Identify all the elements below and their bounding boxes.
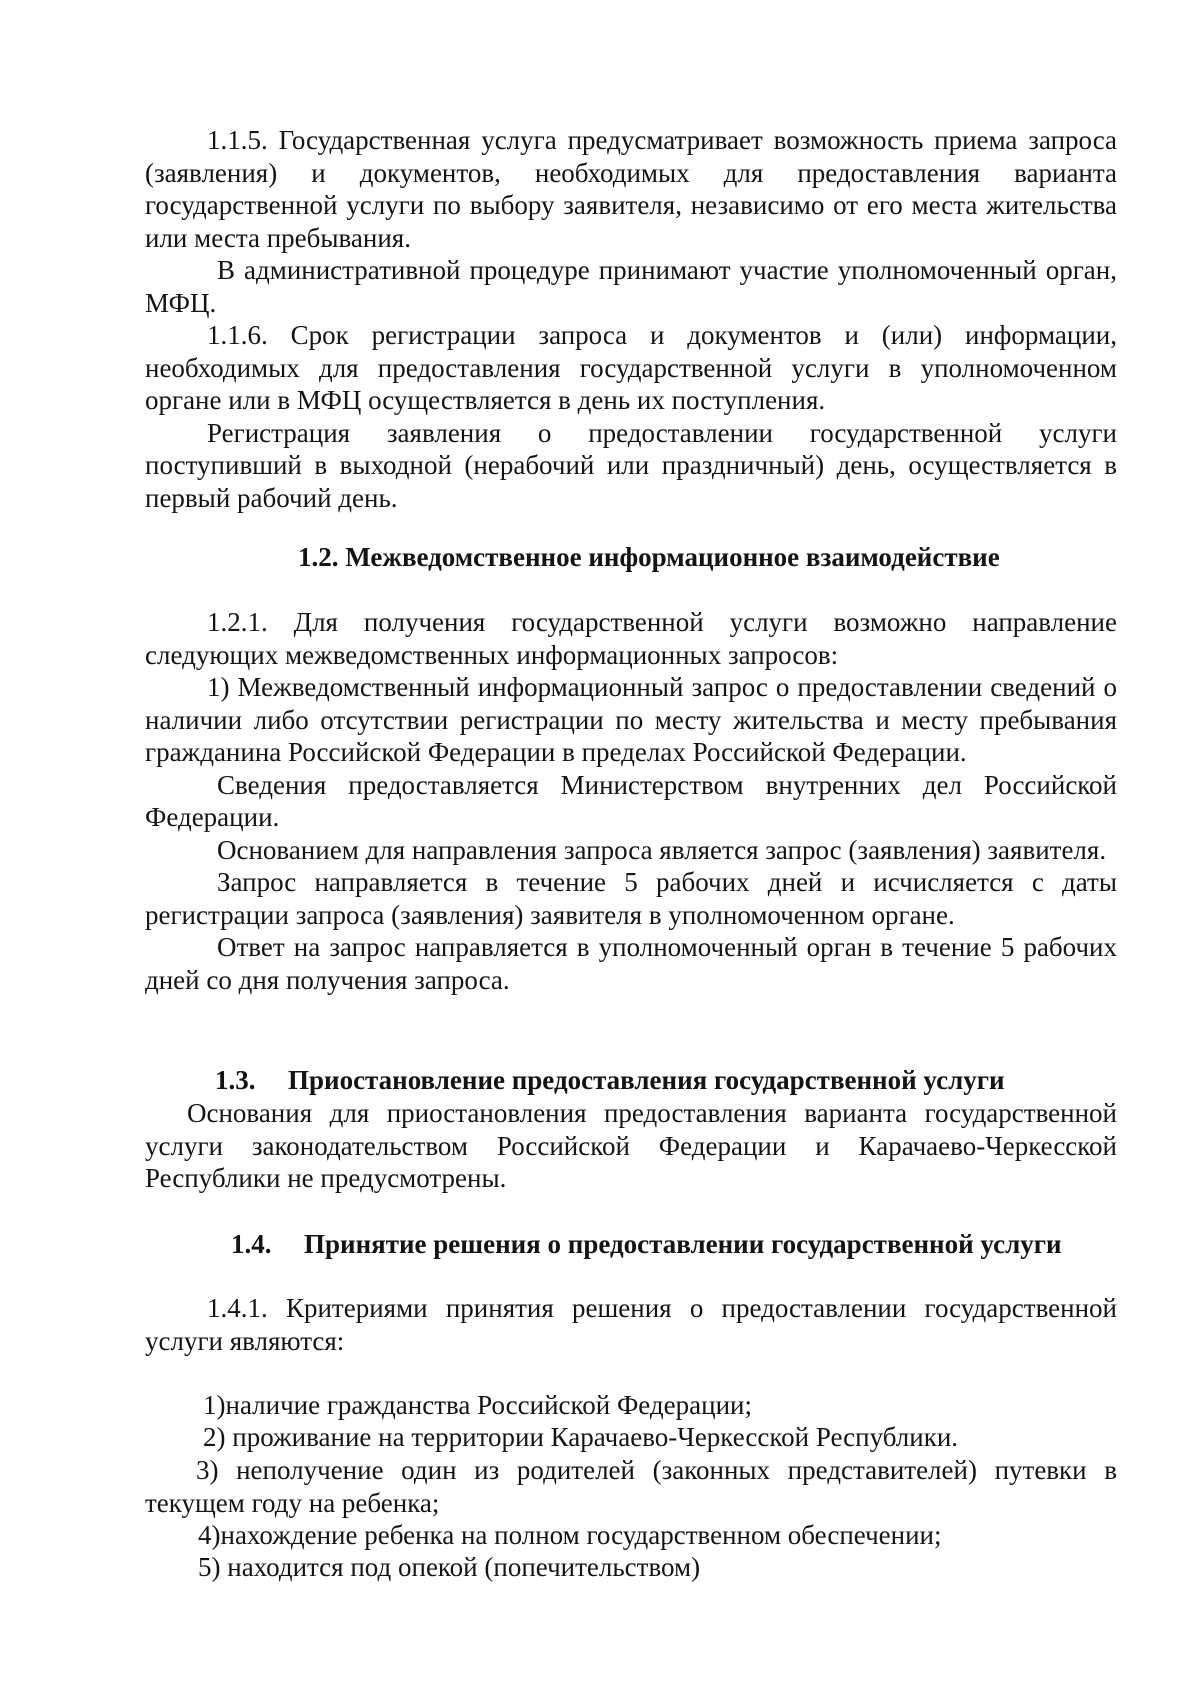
paragraph-1-4-1: 1.4.1. Критериями принятия решения о предоставлении государственной услуги являются: [145,1293,1117,1356]
criteria-item-3-continued: текущем году на ребенка; [145,1488,440,1518]
criteria-item-5: 5) находится под опекой (попечительством) [198,1552,701,1582]
heading-1-4-title: Принятие решения о предоставлении государственной услуги [304,1229,1062,1259]
paragraph-1-1-6: 1.1.6. Срок регистрации запроса и документов и (или) информации, необходимых для предоставления государственной услуги в уполномоченном органе или в МФЦ осуществляется в день их поступления. [145,320,1117,415]
criteria-item-2: 2) проживание на территории Карачаево-Черкесской Республики. [203,1422,959,1452]
paragraph-zapros: Запрос направляется в течение 5 рабочих дней и исчисляется с даты регистрации запроса (заявления) заявителя в уполномоченном органе. [145,867,1117,930]
paragraph-1-1-5: 1.1.5. Государственная услуга предусматривает возможность приема запроса (заявления) и документов, необходимых для предоставления варианта государственной услуги по выбору заявителя, независимо от его места жительства или места пребывания. [145,125,1117,253]
section-1-4-block [145,1292,1117,1357]
heading-1-3-number: 1.3. [215,1065,256,1095]
paragraph-1-2-1: 1.2.1. Для получения государственной услуги возможно направление следующих межведомственных информационных запросов: [145,607,1117,670]
paragraph-1-3: Основания для приостановления предоставления варианта государственной услуги законодательством Российской Федерации и Карачаево-Черкесской Республики не предусмотрены. [145,1098,1117,1193]
criteria-item-4: 4)нахождение ребенка на полном государственном обеспечении; [198,1520,942,1550]
paragraph-svedeniya: Сведения предоставляется Министерством внутренних дел Российской Федерации. [145,769,1117,832]
paragraph-admin-procedure: В административной процедуре принимают участие уполномоченный орган, МФЦ. [145,255,1117,318]
section-1-1-block [145,124,1117,514]
paragraph-otvet: Ответ на запрос направляется в уполномоченный орган в течение 5 рабочих дней со дня получения запроса. [145,932,1117,995]
paragraph-osnovaniem: Основанием для направления запроса является запрос (заявления) заявителя. [217,834,1107,865]
section-1-2-block [145,606,1117,996]
paragraph-registration: Регистрация заявления о предоставлении государственной услуги поступивший в выходной (нерабочий или праздничный) день, осуществляется в первый рабочий день. [145,417,1117,513]
paragraph-1-2-1-item-1: 1) Межведомственный информационный запрос о предоставлении сведений о наличии либо отсутствии регистрации по месту жительства и месту пребывания гражданина Российской Федерации в пределах Российской Федерации. [145,672,1117,767]
heading-1-2: 1.2. Межведомственное информационное взаимодействие [298,542,1000,572]
heading-1-3-title: Приостановление предоставления государственной услуги [288,1065,1005,1095]
heading-1-4-number: 1.4. [231,1229,272,1259]
criteria-item-3: 3) неполучение один из родителей (законных представителей) путевки в [196,1455,1117,1485]
criteria-item-1: 1)наличие гражданства Российской Федерации; [203,1390,752,1420]
section-1-3-block [145,1097,1117,1195]
